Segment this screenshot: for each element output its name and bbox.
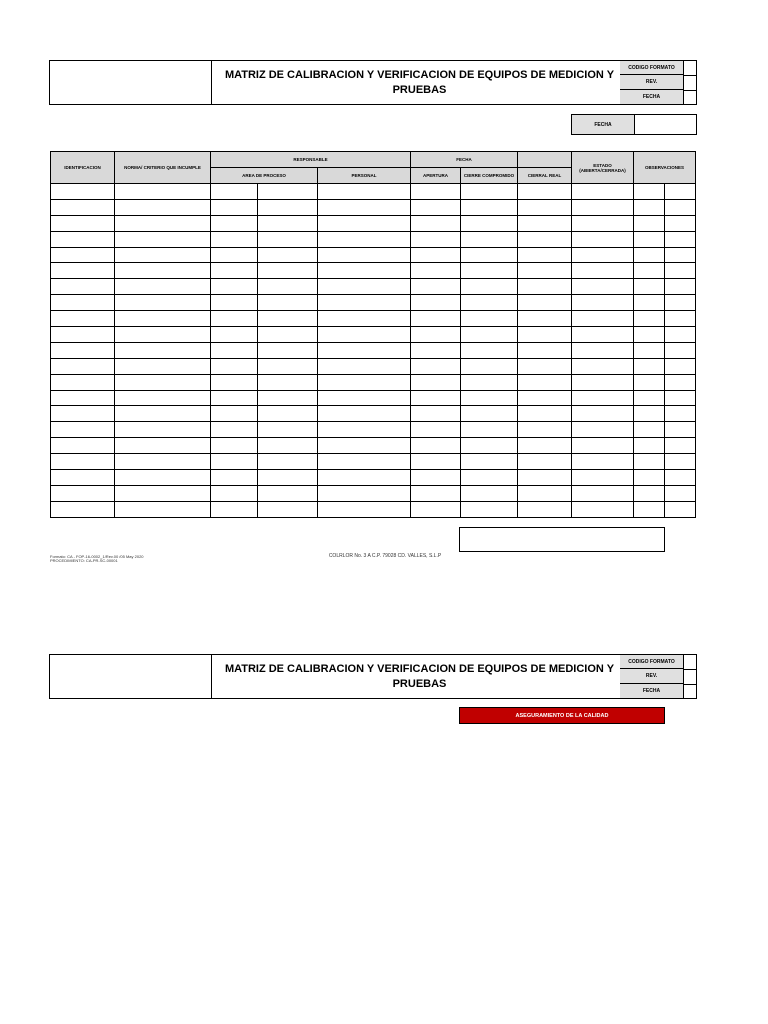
divider bbox=[684, 75, 696, 76]
table-cell[interactable] bbox=[572, 470, 634, 486]
table-cell[interactable] bbox=[115, 342, 211, 358]
table-cell[interactable] bbox=[258, 199, 318, 215]
table-cell[interactable] bbox=[258, 295, 318, 311]
table-cell[interactable] bbox=[634, 247, 665, 263]
table-cell[interactable] bbox=[115, 390, 211, 406]
table-cell[interactable] bbox=[411, 311, 461, 327]
table-cell[interactable] bbox=[211, 454, 258, 470]
col-cierre-real: CIERRAL REAL bbox=[518, 168, 572, 184]
table-cell[interactable] bbox=[318, 279, 411, 295]
table-cell[interactable] bbox=[51, 263, 115, 279]
table-cell[interactable] bbox=[572, 311, 634, 327]
table-cell[interactable] bbox=[258, 215, 318, 231]
table-cell[interactable] bbox=[665, 184, 696, 200]
table-cell[interactable] bbox=[211, 374, 258, 390]
table-cell[interactable] bbox=[115, 470, 211, 486]
table-cell[interactable] bbox=[461, 215, 518, 231]
col-blank bbox=[518, 152, 572, 168]
table-row bbox=[51, 215, 696, 231]
table-cell[interactable] bbox=[411, 199, 461, 215]
table-cell[interactable] bbox=[461, 311, 518, 327]
table-cell[interactable] bbox=[461, 390, 518, 406]
table-cell[interactable] bbox=[411, 295, 461, 311]
table-row bbox=[51, 358, 696, 374]
table-cell[interactable] bbox=[665, 295, 696, 311]
table-cell[interactable] bbox=[572, 184, 634, 200]
calibration-table bbox=[50, 151, 696, 518]
table-cell[interactable] bbox=[461, 406, 518, 422]
table-cell[interactable] bbox=[258, 422, 318, 438]
table-cell[interactable] bbox=[115, 311, 211, 327]
table-cell[interactable] bbox=[411, 485, 461, 501]
table-cell[interactable] bbox=[318, 358, 411, 374]
table-cell[interactable] bbox=[665, 231, 696, 247]
table-cell[interactable] bbox=[572, 438, 634, 454]
table-cell[interactable] bbox=[518, 279, 572, 295]
table-cell[interactable] bbox=[634, 279, 665, 295]
table-cell[interactable] bbox=[115, 231, 211, 247]
table-cell[interactable] bbox=[518, 295, 572, 311]
table-cell[interactable] bbox=[115, 438, 211, 454]
table-cell[interactable] bbox=[258, 231, 318, 247]
table-cell[interactable] bbox=[211, 295, 258, 311]
table-cell[interactable] bbox=[518, 470, 572, 486]
fecha-label: FECHA bbox=[620, 90, 684, 104]
table-cell[interactable] bbox=[211, 231, 258, 247]
table-cell[interactable] bbox=[518, 358, 572, 374]
table-row bbox=[51, 485, 696, 501]
signature-box[interactable] bbox=[459, 527, 665, 552]
table-cell[interactable] bbox=[665, 470, 696, 486]
table-cell[interactable] bbox=[318, 327, 411, 343]
table-cell[interactable] bbox=[634, 501, 665, 517]
table-cell[interactable] bbox=[461, 422, 518, 438]
table-cell[interactable] bbox=[634, 295, 665, 311]
table-cell[interactable] bbox=[572, 374, 634, 390]
table-cell[interactable] bbox=[518, 263, 572, 279]
table-cell[interactable] bbox=[318, 485, 411, 501]
table-cell[interactable] bbox=[318, 199, 411, 215]
table-cell[interactable] bbox=[411, 422, 461, 438]
table-cell[interactable] bbox=[665, 327, 696, 343]
table-cell[interactable] bbox=[572, 454, 634, 470]
table-cell[interactable] bbox=[572, 422, 634, 438]
table-cell[interactable] bbox=[411, 454, 461, 470]
table-cell[interactable] bbox=[572, 295, 634, 311]
table-cell[interactable] bbox=[665, 485, 696, 501]
table-cell[interactable] bbox=[518, 184, 572, 200]
table-cell[interactable] bbox=[461, 374, 518, 390]
table-cell[interactable] bbox=[51, 438, 115, 454]
meta-labels bbox=[620, 61, 684, 104]
table-cell[interactable] bbox=[211, 342, 258, 358]
table-cell[interactable] bbox=[258, 485, 318, 501]
table-cell[interactable] bbox=[411, 247, 461, 263]
table-cell[interactable] bbox=[518, 390, 572, 406]
codigo-formato-label: CODIGO FORMATO bbox=[620, 655, 684, 669]
table-cell[interactable] bbox=[665, 406, 696, 422]
table-cell[interactable] bbox=[318, 501, 411, 517]
table-cell[interactable] bbox=[318, 263, 411, 279]
table-cell[interactable] bbox=[115, 501, 211, 517]
table-cell[interactable] bbox=[411, 390, 461, 406]
table-cell[interactable] bbox=[634, 342, 665, 358]
meta-values bbox=[684, 61, 696, 104]
table-cell[interactable] bbox=[634, 231, 665, 247]
document-header-page2 bbox=[49, 654, 697, 699]
fecha-box bbox=[571, 114, 697, 135]
table-cell[interactable] bbox=[258, 263, 318, 279]
table-cell[interactable] bbox=[518, 311, 572, 327]
table-row bbox=[51, 247, 696, 263]
document-header bbox=[49, 60, 697, 105]
table-cell[interactable] bbox=[665, 358, 696, 374]
table-cell[interactable] bbox=[665, 438, 696, 454]
table-cell[interactable] bbox=[211, 406, 258, 422]
divider bbox=[684, 684, 696, 685]
fecha-box-label: FECHA bbox=[572, 115, 635, 134]
table-cell[interactable] bbox=[572, 247, 634, 263]
table-cell[interactable] bbox=[318, 311, 411, 327]
footer-procedure: PROCEDIMIENTO: CA-PR-SC-00001 bbox=[50, 558, 118, 563]
table-cell[interactable] bbox=[665, 342, 696, 358]
table-cell[interactable] bbox=[211, 184, 258, 200]
table-cell[interactable] bbox=[258, 279, 318, 295]
table-cell[interactable] bbox=[461, 327, 518, 343]
table-cell[interactable] bbox=[665, 215, 696, 231]
table-cell[interactable] bbox=[115, 406, 211, 422]
table-cell[interactable] bbox=[115, 247, 211, 263]
rev-label: REV. bbox=[620, 669, 684, 683]
table-cell[interactable] bbox=[518, 342, 572, 358]
table-cell[interactable] bbox=[51, 342, 115, 358]
table-cell[interactable] bbox=[318, 470, 411, 486]
table-cell[interactable] bbox=[211, 311, 258, 327]
table-cell[interactable] bbox=[258, 501, 318, 517]
table-cell[interactable] bbox=[572, 231, 634, 247]
table-cell[interactable] bbox=[115, 184, 211, 200]
table-cell[interactable] bbox=[258, 406, 318, 422]
table-cell[interactable] bbox=[634, 406, 665, 422]
table-cell[interactable] bbox=[572, 342, 634, 358]
logo-area bbox=[50, 655, 212, 698]
table-cell[interactable] bbox=[411, 374, 461, 390]
table-cell[interactable] bbox=[115, 422, 211, 438]
table-cell[interactable] bbox=[461, 342, 518, 358]
table-row bbox=[51, 311, 696, 327]
table-cell[interactable] bbox=[51, 295, 115, 311]
table-cell[interactable] bbox=[211, 422, 258, 438]
table-cell[interactable] bbox=[211, 279, 258, 295]
table-row bbox=[51, 454, 696, 470]
table-cell[interactable] bbox=[51, 327, 115, 343]
table-cell[interactable] bbox=[634, 390, 665, 406]
table-cell[interactable] bbox=[634, 358, 665, 374]
table-cell[interactable] bbox=[411, 263, 461, 279]
table-cell[interactable] bbox=[211, 263, 258, 279]
table-cell[interactable] bbox=[51, 406, 115, 422]
col-cierre-comprometido: CIERRE COMPROMIDO bbox=[461, 168, 518, 184]
table-cell[interactable] bbox=[461, 247, 518, 263]
table-cell[interactable] bbox=[572, 327, 634, 343]
table-cell[interactable] bbox=[518, 327, 572, 343]
table-cell[interactable] bbox=[211, 215, 258, 231]
table-cell[interactable] bbox=[572, 406, 634, 422]
table-row bbox=[51, 295, 696, 311]
table-cell[interactable] bbox=[318, 215, 411, 231]
table-cell[interactable] bbox=[115, 358, 211, 374]
rev-label: REV. bbox=[620, 75, 684, 89]
table-cell[interactable] bbox=[461, 454, 518, 470]
table-cell[interactable] bbox=[51, 485, 115, 501]
table-row bbox=[51, 374, 696, 390]
table-cell[interactable] bbox=[318, 184, 411, 200]
table-cell[interactable] bbox=[258, 390, 318, 406]
table-cell[interactable] bbox=[572, 501, 634, 517]
table-cell[interactable] bbox=[51, 231, 115, 247]
table-cell[interactable] bbox=[518, 454, 572, 470]
footer-left bbox=[50, 555, 200, 563]
table-cell[interactable] bbox=[318, 438, 411, 454]
table-cell[interactable] bbox=[665, 311, 696, 327]
table-cell[interactable] bbox=[318, 231, 411, 247]
document-title: MATRIZ DE CALIBRACION Y VERIFICACION DE EQUIPOS DE MEDICION Y PRUEBAS bbox=[211, 61, 629, 104]
table-cell[interactable] bbox=[411, 406, 461, 422]
footer-format: Formato: CA - FOP-16-0002_1/Rev.00 /05 May 2020 bbox=[50, 554, 144, 559]
table-cell[interactable] bbox=[211, 247, 258, 263]
table-cell[interactable] bbox=[411, 342, 461, 358]
table-row bbox=[51, 422, 696, 438]
table-cell[interactable] bbox=[518, 231, 572, 247]
table-cell[interactable] bbox=[258, 327, 318, 343]
table-cell[interactable] bbox=[518, 438, 572, 454]
table-cell[interactable] bbox=[115, 295, 211, 311]
table-cell[interactable] bbox=[211, 358, 258, 374]
col-identificacion: IDENTIFICACION bbox=[51, 152, 115, 184]
table-cell[interactable] bbox=[115, 485, 211, 501]
table-row bbox=[51, 501, 696, 517]
table-cell[interactable] bbox=[634, 485, 665, 501]
fecha-label: FECHA bbox=[620, 684, 684, 698]
table-cell[interactable] bbox=[318, 406, 411, 422]
divider bbox=[684, 669, 696, 670]
table-cell[interactable] bbox=[411, 184, 461, 200]
table-cell[interactable] bbox=[461, 485, 518, 501]
table-cell[interactable] bbox=[461, 470, 518, 486]
table-cell[interactable] bbox=[461, 295, 518, 311]
table-cell[interactable] bbox=[318, 422, 411, 438]
table-cell[interactable] bbox=[211, 390, 258, 406]
codigo-formato-label: CODIGO FORMATO bbox=[620, 61, 684, 75]
table-cell[interactable] bbox=[318, 390, 411, 406]
table-row bbox=[51, 390, 696, 406]
table-cell[interactable] bbox=[211, 327, 258, 343]
table-cell[interactable] bbox=[258, 358, 318, 374]
table-cell[interactable] bbox=[518, 247, 572, 263]
table-cell[interactable] bbox=[211, 485, 258, 501]
table-row bbox=[51, 327, 696, 343]
col-observaciones: OBSERVACIONES bbox=[634, 152, 696, 184]
table-cell[interactable] bbox=[572, 390, 634, 406]
fecha-box-value[interactable] bbox=[635, 115, 696, 134]
table-cell[interactable] bbox=[572, 199, 634, 215]
table-cell[interactable] bbox=[258, 438, 318, 454]
table-row bbox=[51, 231, 696, 247]
table-cell[interactable] bbox=[665, 263, 696, 279]
table-cell[interactable] bbox=[258, 247, 318, 263]
table-cell[interactable] bbox=[258, 311, 318, 327]
table-cell[interactable] bbox=[318, 374, 411, 390]
table-cell[interactable] bbox=[634, 263, 665, 279]
divider bbox=[684, 90, 696, 91]
table-cell[interactable] bbox=[665, 374, 696, 390]
table-cell[interactable] bbox=[411, 470, 461, 486]
col-responsable: RESPONSABLE bbox=[211, 152, 411, 168]
table-cell[interactable] bbox=[318, 342, 411, 358]
table-row bbox=[51, 406, 696, 422]
table-row bbox=[51, 438, 696, 454]
table-cell[interactable] bbox=[258, 470, 318, 486]
table-row bbox=[51, 342, 696, 358]
table-cell[interactable] bbox=[634, 374, 665, 390]
table-cell[interactable] bbox=[211, 199, 258, 215]
table-row bbox=[51, 470, 696, 486]
table-cell[interactable] bbox=[461, 184, 518, 200]
document-title: MATRIZ DE CALIBRACION Y VERIFICACION DE EQUIPOS DE MEDICION Y PRUEBAS bbox=[211, 655, 629, 698]
table-cell[interactable] bbox=[634, 215, 665, 231]
table-cell[interactable] bbox=[115, 327, 211, 343]
table-cell[interactable] bbox=[518, 374, 572, 390]
table-cell[interactable] bbox=[461, 438, 518, 454]
table-cell[interactable] bbox=[518, 215, 572, 231]
table-cell[interactable] bbox=[115, 454, 211, 470]
table-cell[interactable] bbox=[258, 342, 318, 358]
table-cell[interactable] bbox=[411, 231, 461, 247]
table-cell[interactable] bbox=[518, 406, 572, 422]
table-cell[interactable] bbox=[665, 390, 696, 406]
table-cell[interactable] bbox=[411, 501, 461, 517]
table-cell[interactable] bbox=[665, 279, 696, 295]
table-cell[interactable] bbox=[51, 454, 115, 470]
table-cell[interactable] bbox=[634, 454, 665, 470]
col-personal: PERSONAL bbox=[318, 168, 411, 184]
table-cell[interactable] bbox=[115, 279, 211, 295]
table-cell[interactable] bbox=[572, 358, 634, 374]
table-cell[interactable] bbox=[51, 311, 115, 327]
table-cell[interactable] bbox=[318, 454, 411, 470]
table-cell[interactable] bbox=[318, 295, 411, 311]
table-cell[interactable] bbox=[211, 470, 258, 486]
table-cell[interactable] bbox=[115, 215, 211, 231]
table-cell[interactable] bbox=[461, 199, 518, 215]
table-cell[interactable] bbox=[51, 247, 115, 263]
col-area: AREA DE PROCESO bbox=[211, 168, 318, 184]
table-cell[interactable] bbox=[572, 263, 634, 279]
table-cell[interactable] bbox=[258, 184, 318, 200]
table-cell[interactable] bbox=[461, 263, 518, 279]
table-cell[interactable] bbox=[51, 501, 115, 517]
table-cell[interactable] bbox=[461, 231, 518, 247]
table-cell[interactable] bbox=[665, 247, 696, 263]
table-cell[interactable] bbox=[115, 199, 211, 215]
table-cell[interactable] bbox=[51, 470, 115, 486]
table-cell[interactable] bbox=[51, 422, 115, 438]
table-cell[interactable] bbox=[572, 485, 634, 501]
table-cell[interactable] bbox=[51, 184, 115, 200]
meta-labels bbox=[620, 655, 684, 698]
table-cell[interactable] bbox=[572, 279, 634, 295]
table-cell[interactable] bbox=[634, 438, 665, 454]
table-cell[interactable] bbox=[51, 279, 115, 295]
table-cell[interactable] bbox=[665, 501, 696, 517]
table-row bbox=[51, 279, 696, 295]
table-cell[interactable] bbox=[51, 374, 115, 390]
col-fecha: FECHA bbox=[411, 152, 518, 168]
table-cell[interactable] bbox=[51, 358, 115, 374]
table-cell[interactable] bbox=[318, 247, 411, 263]
table-cell[interactable] bbox=[634, 311, 665, 327]
table-cell[interactable] bbox=[634, 184, 665, 200]
table-cell[interactable] bbox=[518, 422, 572, 438]
col-apertura: APERTURA bbox=[411, 168, 461, 184]
footer-address: COLRLOR No. 3 A C.P. 79028 CD. VALLES, S.L.P bbox=[328, 553, 442, 559]
table-cell[interactable] bbox=[572, 215, 634, 231]
table-cell[interactable] bbox=[518, 501, 572, 517]
quality-assurance-banner: ASEGURAMIENTO DE LA CALIDAD bbox=[459, 707, 665, 724]
table-cell[interactable] bbox=[411, 358, 461, 374]
table-row bbox=[51, 199, 696, 215]
table-cell[interactable] bbox=[634, 199, 665, 215]
col-estado: ESTADO (ABIERTA/CERRADA) bbox=[572, 152, 634, 184]
table-cell[interactable] bbox=[258, 374, 318, 390]
table-cell[interactable] bbox=[115, 374, 211, 390]
table-cell[interactable] bbox=[51, 199, 115, 215]
table-cell[interactable] bbox=[461, 279, 518, 295]
table-cell[interactable] bbox=[51, 390, 115, 406]
table-cell[interactable] bbox=[634, 422, 665, 438]
table-cell[interactable] bbox=[665, 454, 696, 470]
table-cell[interactable] bbox=[115, 263, 211, 279]
table-cell[interactable] bbox=[518, 485, 572, 501]
table-cell[interactable] bbox=[211, 438, 258, 454]
table-cell[interactable] bbox=[665, 199, 696, 215]
logo-area bbox=[50, 61, 212, 104]
table-cell[interactable] bbox=[461, 358, 518, 374]
table-cell[interactable] bbox=[634, 470, 665, 486]
table-cell[interactable] bbox=[634, 327, 665, 343]
table-cell[interactable] bbox=[411, 327, 461, 343]
table-cell[interactable] bbox=[518, 199, 572, 215]
table-cell[interactable] bbox=[461, 501, 518, 517]
table-cell[interactable] bbox=[258, 454, 318, 470]
table-cell[interactable] bbox=[411, 215, 461, 231]
table-cell[interactable] bbox=[211, 501, 258, 517]
table-row bbox=[51, 263, 696, 279]
table-cell[interactable] bbox=[51, 215, 115, 231]
table-cell[interactable] bbox=[411, 438, 461, 454]
table-cell[interactable] bbox=[665, 422, 696, 438]
table-row bbox=[51, 184, 696, 200]
col-norma: NORMA/ CRITERIO QUE INCUMPLE bbox=[115, 152, 211, 184]
table-cell[interactable] bbox=[411, 279, 461, 295]
